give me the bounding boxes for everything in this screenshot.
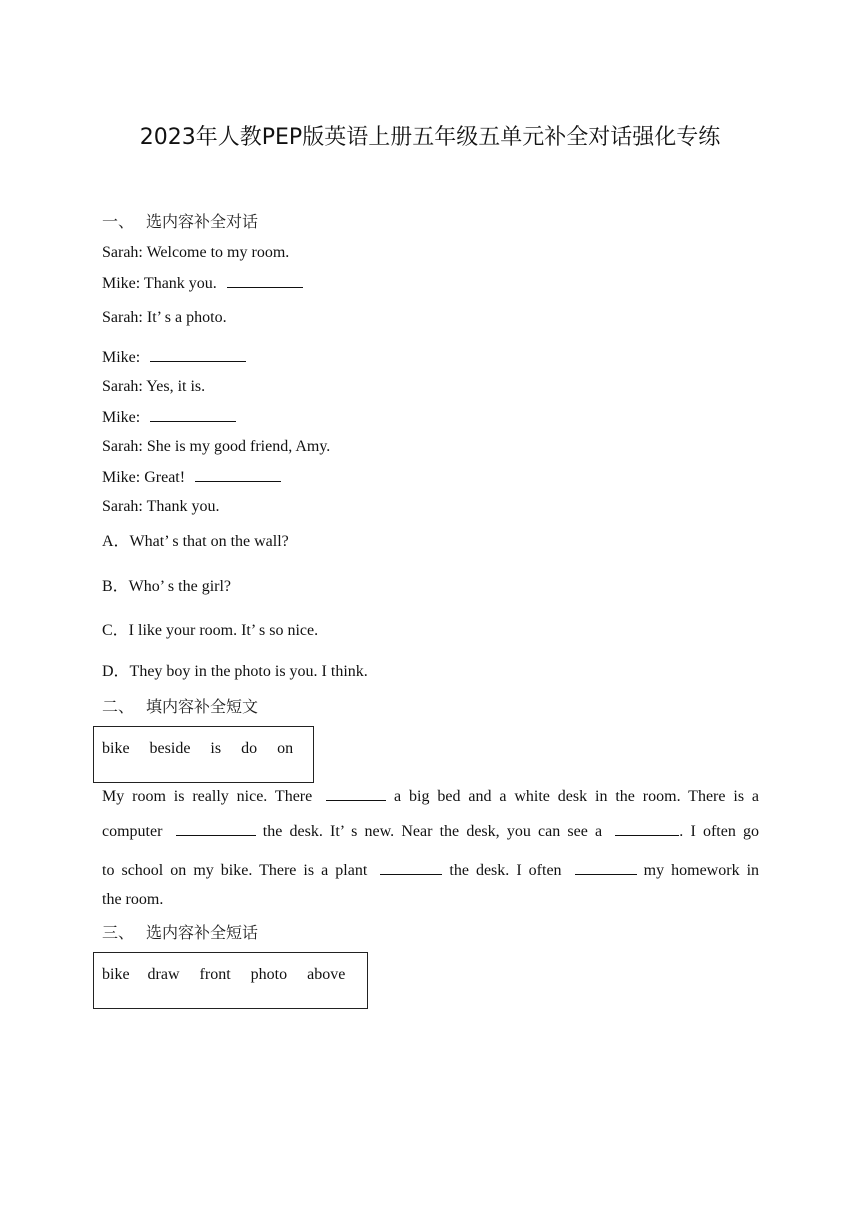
word-bank-2 (93, 726, 314, 783)
word-bank-item: above (307, 966, 346, 983)
dialogue-line-6: Mike: (102, 407, 236, 428)
word-bank-item: front (199, 966, 231, 983)
passage-line-4: the room. (102, 891, 164, 908)
answer-blank[interactable] (176, 821, 256, 836)
section-2-title: 填内容补全短文 (146, 697, 259, 716)
section-3-title: 选内容补全短话 (146, 923, 259, 942)
dialogue-line-8: Mike: Great! (102, 467, 281, 488)
passage-line-2: computer the desk. It’ s new. Near the desk, you can see a . I often go (102, 823, 760, 840)
dialogue-line-3: Sarah: It’ s a photo. (102, 309, 227, 326)
answer-blank[interactable] (150, 347, 246, 362)
option-d: D．They boy in the photo is you. I think. (102, 663, 368, 680)
section-2-number: 二、 (102, 697, 135, 716)
dialogue-line-7: Sarah: She is my good friend, Amy. (102, 438, 331, 455)
dialogue-line-4: Mike: (102, 347, 246, 368)
word-bank-3 (93, 952, 368, 1009)
dialogue-line-2: Mike: Thank you. (102, 273, 303, 294)
answer-blank[interactable] (150, 407, 236, 422)
answer-blank[interactable] (575, 860, 637, 875)
section-1-title: 选内容补全对话 (146, 212, 259, 231)
passage-line-3: to school on my bike. There is a plant the desk. I often my homework in (102, 862, 760, 879)
answer-blank[interactable] (326, 786, 386, 801)
section-1-number: 一、 (102, 212, 135, 231)
word-bank-item: draw (147, 966, 180, 983)
option-a: A．What’ s that on the wall? (102, 533, 289, 550)
word-bank-item: bike (102, 740, 130, 757)
dialogue-line-9: Sarah: Thank you. (102, 498, 220, 515)
word-bank-item: do (241, 740, 258, 757)
answer-blank[interactable] (227, 273, 303, 288)
section-1-heading (102, 209, 258, 232)
word-bank-item: is (210, 740, 222, 757)
answer-blank[interactable] (380, 860, 442, 875)
section-3-number: 三、 (102, 923, 135, 942)
passage-line-1: My room is really nice. There a big bed and a white desk in the room. There is a (102, 788, 760, 805)
word-bank-item: beside (149, 740, 191, 757)
word-bank-item: bike (102, 966, 130, 983)
page-title: 2023年人教PEP版英语上册五年级五单元补全对话强化专练 (139, 125, 721, 150)
word-bank-item: on (277, 740, 294, 757)
word-bank-item: photo (250, 966, 288, 983)
section-2-heading (102, 694, 258, 717)
option-b: B．Who’ s the girl? (102, 578, 232, 595)
dialogue-line-5: Sarah: Yes, it is. (102, 378, 206, 395)
dialogue-line-1: Sarah: Welcome to my room. (102, 244, 290, 261)
option-c: C．I like your room. It’ s so nice. (102, 622, 319, 639)
answer-blank[interactable] (615, 821, 679, 836)
answer-blank[interactable] (195, 467, 281, 482)
section-3-heading (102, 920, 258, 943)
